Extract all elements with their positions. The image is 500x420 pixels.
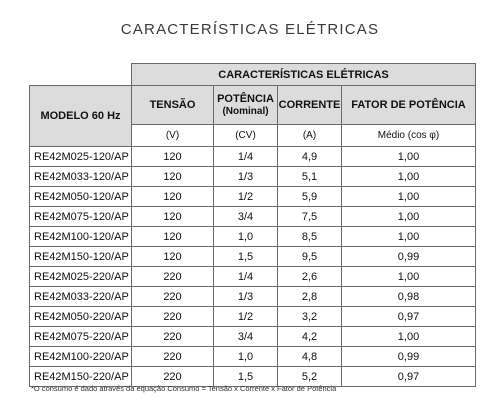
model-cell: RE42M150-120/AP <box>30 247 132 267</box>
potencia-cell: 1,5 <box>214 367 278 387</box>
corrente-cell: 2,8 <box>278 287 342 307</box>
potencia-cell: 1/3 <box>214 287 278 307</box>
table-row <box>30 287 476 307</box>
unit-corrente: (A) <box>278 125 342 147</box>
fator-cell: 0,97 <box>342 367 476 387</box>
tensao-cell: 220 <box>132 287 214 307</box>
model-cell: RE42M033-120/AP <box>30 167 132 187</box>
tensao-cell: 220 <box>132 267 214 287</box>
model-cell: RE42M100-220/AP <box>30 347 132 367</box>
table-corner-blank <box>30 64 132 86</box>
corrente-cell: 5,9 <box>278 187 342 207</box>
corrente-cell: 4,2 <box>278 327 342 347</box>
table-row <box>30 207 476 227</box>
tensao-cell: 120 <box>132 167 214 187</box>
potencia-cell: 1/4 <box>214 267 278 287</box>
potencia-cell: 1/3 <box>214 167 278 187</box>
corrente-cell: 5,1 <box>278 167 342 187</box>
potencia-cell: 1,5 <box>214 247 278 267</box>
page-title: CARACTERÍSTICAS ELÉTRICAS <box>120 21 380 38</box>
tensao-cell: 220 <box>132 327 214 347</box>
tensao-cell: 120 <box>132 227 214 247</box>
electrical-characteristics-table <box>29 63 476 387</box>
col-subheader-potencia: (Nominal) <box>222 105 269 117</box>
corrente-cell: 4,9 <box>278 147 342 167</box>
table-row <box>30 147 476 167</box>
table-row <box>30 227 476 247</box>
potencia-cell: 1,0 <box>214 227 278 247</box>
col-header-fator: FATOR DE POTÊNCIA <box>342 86 476 125</box>
corrente-cell: 5,2 <box>278 367 342 387</box>
fator-cell: 1,00 <box>342 227 476 247</box>
tensao-cell: 220 <box>132 367 214 387</box>
model-header: MODELO 60 Hz <box>30 86 132 147</box>
corrente-cell: 7,5 <box>278 207 342 227</box>
table-row <box>30 167 476 187</box>
corrente-cell: 2,6 <box>278 267 342 287</box>
table-row <box>30 267 476 287</box>
tensao-cell: 120 <box>132 207 214 227</box>
unit-tensao: (V) <box>132 125 214 147</box>
table-row <box>30 347 476 367</box>
fator-cell: 1,00 <box>342 267 476 287</box>
col-header-potencia: POTÊNCIA (Nominal) <box>214 86 278 125</box>
fator-cell: 0,97 <box>342 307 476 327</box>
model-cell: RE42M075-120/AP <box>30 207 132 227</box>
fator-cell: 1,00 <box>342 187 476 207</box>
model-cell: RE42M050-120/AP <box>30 187 132 207</box>
fator-cell: 1,00 <box>342 207 476 227</box>
model-cell: RE42M075-220/AP <box>30 327 132 347</box>
footnote: *O consumo é dado através da equação Consumo = Tensão x Corrente x Fator de Potência <box>31 384 337 393</box>
tensao-cell: 120 <box>132 187 214 207</box>
table-row <box>30 307 476 327</box>
tensao-cell: 120 <box>132 147 214 167</box>
fator-cell: 1,00 <box>342 167 476 187</box>
table-row <box>30 247 476 267</box>
potencia-cell: 1/4 <box>214 147 278 167</box>
model-cell: RE42M033-220/AP <box>30 287 132 307</box>
fator-cell: 0,98 <box>342 287 476 307</box>
model-cell: RE42M100-120/AP <box>30 227 132 247</box>
model-cell: RE42M050-220/AP <box>30 307 132 327</box>
fator-cell: 0,99 <box>342 247 476 267</box>
corrente-cell: 8,5 <box>278 227 342 247</box>
potencia-cell: 1/2 <box>214 187 278 207</box>
corrente-cell: 4,8 <box>278 347 342 367</box>
potencia-cell: 3/4 <box>214 207 278 227</box>
col-header-tensao: TENSÃO <box>132 86 214 125</box>
col-header-corrente: CORRENTE <box>278 86 342 125</box>
potencia-cell: 1,0 <box>214 347 278 367</box>
table-row <box>30 187 476 207</box>
model-cell: RE42M025-120/AP <box>30 147 132 167</box>
corrente-cell: 9,5 <box>278 247 342 267</box>
fator-cell: 0,99 <box>342 347 476 367</box>
group-header: CARACTERÍSTICAS ELÉTRICAS <box>132 64 476 86</box>
tensao-cell: 220 <box>132 347 214 367</box>
fator-cell: 1,00 <box>342 327 476 347</box>
tensao-cell: 220 <box>132 307 214 327</box>
model-cell: RE42M150-220/AP <box>30 367 132 387</box>
table-row <box>30 327 476 347</box>
unit-potencia: (CV) <box>214 125 278 147</box>
fator-cell: 1,00 <box>342 147 476 167</box>
potencia-cell: 3/4 <box>214 327 278 347</box>
unit-fator: Médio (cos φ) <box>342 125 476 147</box>
tensao-cell: 120 <box>132 247 214 267</box>
model-cell: RE42M025-220/AP <box>30 267 132 287</box>
corrente-cell: 3,2 <box>278 307 342 327</box>
potencia-cell: 1/2 <box>214 307 278 327</box>
